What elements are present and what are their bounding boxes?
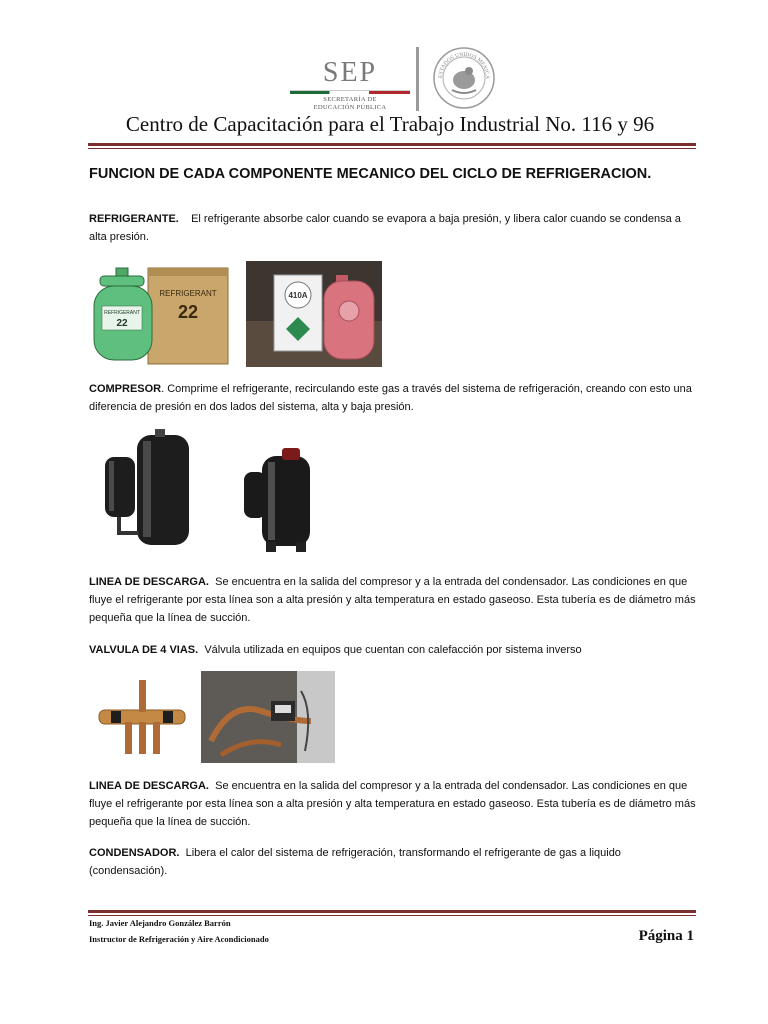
term-label: REFRIGERANTE. (89, 213, 179, 225)
paragraph-linea-descarga-2 (89, 777, 699, 831)
national-seal-icon (432, 46, 496, 110)
header-rule-thin (88, 148, 696, 149)
term-description: Se encuentra en la salida del compresor y a la entrada del condensador. Las condiciones en que fluye el refrigerante por esta línea son a alta presión y alta temperatura en estado gaseoso. Esta tubería es de diámetro más pequeña que la línea de succión. (89, 576, 696, 624)
refrigerant-22-image (90, 262, 232, 366)
paragraph-refrigerante (89, 210, 699, 246)
section-heading: FUNCION DE CADA COMPONENTE MECANICO DEL CICLO DE REFRIGERACION. (89, 166, 652, 182)
header-rule-thick (88, 143, 696, 146)
four-way-valve-image-2 (201, 671, 335, 763)
refrigerant-410a-image (246, 261, 382, 367)
term-description: Válvula utilizada en equipos que cuentan con calefacción por sistema inverso (204, 644, 582, 656)
sep-logo-sub2: EDUCACIÓN PÚBLICA (313, 104, 387, 111)
page-title: Centro de Capacitación para el Trabajo Industrial No. 116 y 96 (125, 112, 655, 136)
term-label: CONDENSADOR. (89, 847, 180, 859)
paragraph-valvula-4-vias (89, 641, 699, 659)
sep-logo-letters: SEP (322, 57, 378, 88)
paragraph-linea-descarga-1 (89, 573, 699, 627)
box-label: REFRIGERANT (159, 289, 217, 298)
sep-logo (290, 58, 410, 112)
term-label: VALVULA DE 4 VIAS. (89, 644, 199, 656)
footer-role: Instructor de Refrigeración y Aire Acondicionado (89, 934, 269, 944)
cylinder-number: 22 (116, 318, 128, 329)
logo-divider (416, 47, 419, 111)
footer-author: Ing. Javier Alejandro González Barrón (89, 918, 231, 928)
paragraph-compresor (89, 380, 699, 416)
compressor-image-1 (91, 429, 217, 553)
compressor-image-2 (236, 446, 332, 558)
footer-rule-thin (88, 915, 696, 916)
paragraph-condensador (89, 844, 699, 880)
seal-text: ESTADOS UNIDOS MEXICA (437, 51, 491, 80)
r410-label: 410A (288, 291, 308, 300)
footer-rule-thick (88, 910, 696, 913)
box-number: 22 (177, 302, 199, 322)
term-description: . Comprime el refrigerante, recirculando este gas a través del sistema de refrigeración, creando con esto una diferencia de presión en dos lados del sistema, alta y baja presión. (89, 383, 692, 413)
page-number: Página 1 (638, 928, 694, 944)
sep-logo-sub1: SECRETARÍA DE (323, 96, 377, 103)
term-description: Se encuentra en la salida del compresor y a la entrada del condensador. Las condiciones en que fluye el refrigerante por esta línea son a alta presión y alta temperatura en estado gaseoso. Esta tubería es de diámetro más pequeña que la línea de succión. (89, 780, 696, 828)
term-label: LINEA DE DESCARGA. (89, 780, 209, 792)
sep-logo-bar (290, 90, 410, 94)
term-label: LINEA DE DESCARGA. (89, 576, 209, 588)
term-description: El refrigerante absorbe calor cuando se evapora a baja presión, y libera calor cuando se condensa a alta presión. (89, 213, 681, 243)
cylinder-label: REFRIGERANT (104, 310, 140, 316)
term-description: Libera el calor del sistema de refrigeración, transformando el refrigerante de gas a liquido (condensación). (89, 847, 621, 877)
term-label: COMPRESOR (89, 383, 162, 395)
four-way-valve-image-1 (91, 672, 193, 762)
